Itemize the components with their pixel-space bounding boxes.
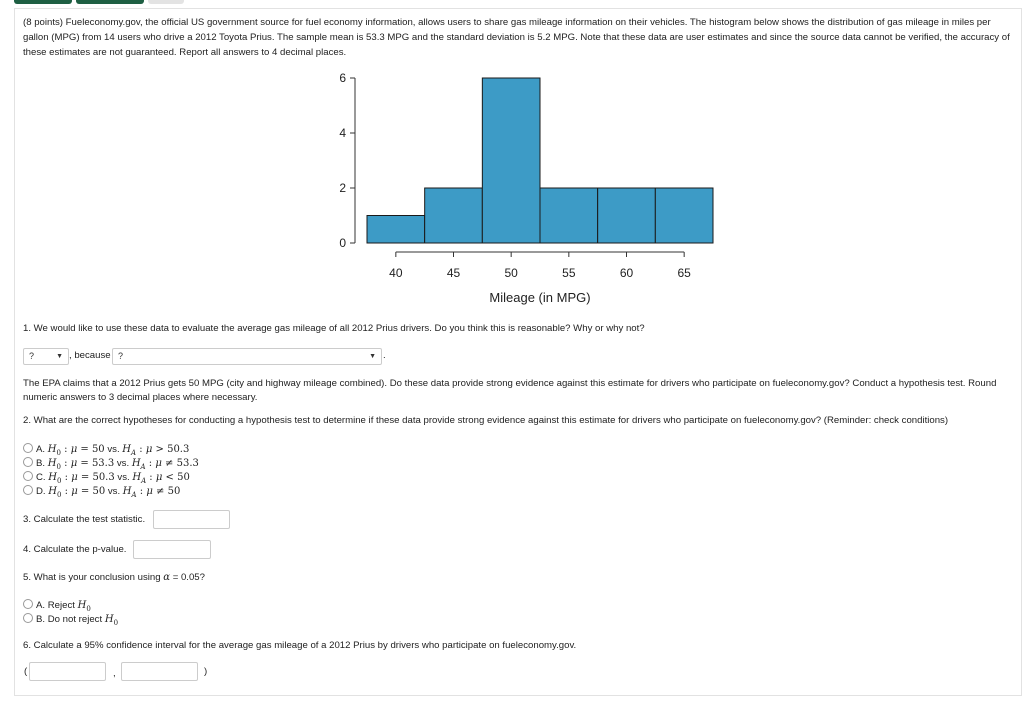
option-letter: B. [36,458,46,469]
vs-label: vs. [107,444,120,455]
test-statistic-input[interactable] [153,510,230,529]
q2-option-a[interactable] [23,443,189,457]
chevron-down-icon: ▼ [369,353,376,360]
question-panel [14,8,1022,696]
hypothesis-alt: $H_A$ : μ > 50.3 [122,444,190,457]
option-letter: B. [36,614,46,625]
h0-value: 53.3 [91,458,115,469]
x-tick-label: 55 [562,266,576,280]
hypothesis-null: $H_0$ : μ = 50.3 [48,472,115,485]
y-tick-label: 6 [339,71,346,85]
vs-label: vs. [107,486,121,497]
x-tick-label: 65 [677,266,691,280]
hypothesis-alt: $H_A$ : μ ≠ 53.3 [131,458,199,471]
histogram-bar [367,216,425,244]
y-tick-label: 4 [339,126,346,140]
ci-upper-input[interactable] [121,662,198,681]
option-label: Do not reject [47,614,103,625]
q2-text: 2. What are the correct hypotheses for conducting a hypothesis test to determine if these data provide strong evidence against this estimate for drivers who participate on fueleconomy.gov? (Reminder: check conditions) [23,415,949,426]
radio-button[interactable] [23,599,33,609]
problem-intro: (8 points) Fueleconomy.gov, the official US government source for fuel economy information, allows users to share gas mileage information on their vehicles. The histogram below shows the distribution of gas mileage in miles per gallon (MPG) from 14 users who drive a 2012 Toyota Prius. The sample mean is 53.3 MPG and the standard deviation is 5.2 MPG. Note that these data are user estimates and since the source data cannot be verified, the accuracy of these estimates are not guaranteed. Report all answers to 4 decimal places. [23,17,1010,58]
hypothesis-null: $H_0$ : μ = 50 [47,444,105,457]
q2-option-d[interactable] [23,485,180,499]
ha-operator: < [165,472,174,483]
alpha-symbol: α [163,572,171,583]
ha-value: 50.3 [167,444,190,455]
ha-operator: ≠ [156,486,165,497]
q5-text [23,572,205,583]
y-tick-label: 2 [339,181,346,195]
hypothesis-alt: $H_A$ : μ ≠ 50 [122,486,181,499]
ha-value: 50 [167,486,181,497]
ci-lower-input[interactable] [29,662,106,681]
ci-comma: , [113,668,116,679]
y-tick-label: 0 [339,236,346,250]
nav-tab-2[interactable] [76,0,144,4]
h0-value: 50 [91,444,105,455]
option-letter: D. [36,486,46,497]
option-label: Reject [47,600,75,611]
q5-option-a[interactable] [23,599,91,613]
q1-select2-value: ? [118,351,124,361]
x-tick-label: 50 [504,266,518,280]
option-letter: C. [36,472,46,483]
ha-value: 53.3 [176,458,199,469]
q2-option-b[interactable] [23,457,199,471]
q1-reason-select[interactable] [112,348,382,365]
q1-period: . [383,350,386,361]
p-value-input[interactable] [133,540,211,559]
epa-claim-text: The EPA claims that a 2012 Prius gets 50 MPG (city and highway mileage combined). Do these data provide strong evidence against this estimate for drivers who participate on fueleconomy.gov? Conduct a hypothesis test. Round numeric answers to 3 decimal places where necessary. [23,378,997,403]
radio-button[interactable] [23,485,33,495]
radio-button[interactable] [23,471,33,481]
nav-tab-1[interactable] [14,0,72,4]
ha-operator: > [155,444,164,455]
vs-label: vs. [116,458,130,469]
h0-value: 50 [92,486,106,497]
x-tick-label: 60 [619,266,634,280]
q2-option-c[interactable] [23,471,190,485]
q1-reasonable-select[interactable] [23,348,69,365]
option-letter: A. [36,600,46,611]
q4-text: 4. Calculate the p-value. [23,544,127,555]
radio-button[interactable] [23,457,33,467]
h0-symbol: $H_0$ [77,600,91,613]
option-letter: A. [36,444,46,455]
chevron-down-icon: ▼ [56,353,63,360]
radio-button[interactable] [23,443,33,453]
histogram-bar [655,188,713,243]
q6-text: 6. Calculate a 95% confidence interval for the average gas mileage of a 2012 Prius by drivers who participate on fueleconomy.gov. [23,640,577,651]
hypothesis-alt: $H_A$ : μ < 50 [132,472,190,485]
q1-select1-value: ? [29,351,35,361]
x-tick-label: 40 [389,266,403,280]
h0-value: 50.3 [92,472,115,483]
q5-alpha-value: = 0.05? [172,572,205,583]
x-axis-title: Mileage (in MPG) [489,290,591,305]
histogram-bar [540,188,598,243]
q3-text: 3. Calculate the test statistic. [23,514,146,525]
vs-label: vs. [117,472,130,483]
q5-option-b[interactable] [23,613,118,627]
h0-symbol: $H_0$ [104,614,119,627]
histogram-bar [425,188,483,243]
ha-operator: ≠ [165,458,174,469]
q5-question: 5. What is your conclusion using [23,572,161,583]
ci-close-paren: ) [204,666,208,677]
hypothesis-null: $H_0$ : μ = 53.3 [47,458,115,471]
mileage-histogram [325,70,725,315]
ha-value: 50 [177,472,190,483]
nav-tab-3[interactable] [148,0,184,4]
top-nav [0,0,1024,8]
histogram-bar [598,188,656,243]
radio-button[interactable] [23,613,33,623]
hypothesis-null: $H_0$ : μ = 50 [48,486,106,499]
ci-open-paren: ( [24,666,28,677]
x-tick-label: 45 [446,266,461,280]
q1-because-label: , because [69,350,111,361]
histogram-bar [482,78,540,243]
q1-text: 1. We would like to use these data to evaluate the average gas mileage of all 2012 Prius drivers. Do you think this is reasonable? Why or why not? [23,323,645,334]
